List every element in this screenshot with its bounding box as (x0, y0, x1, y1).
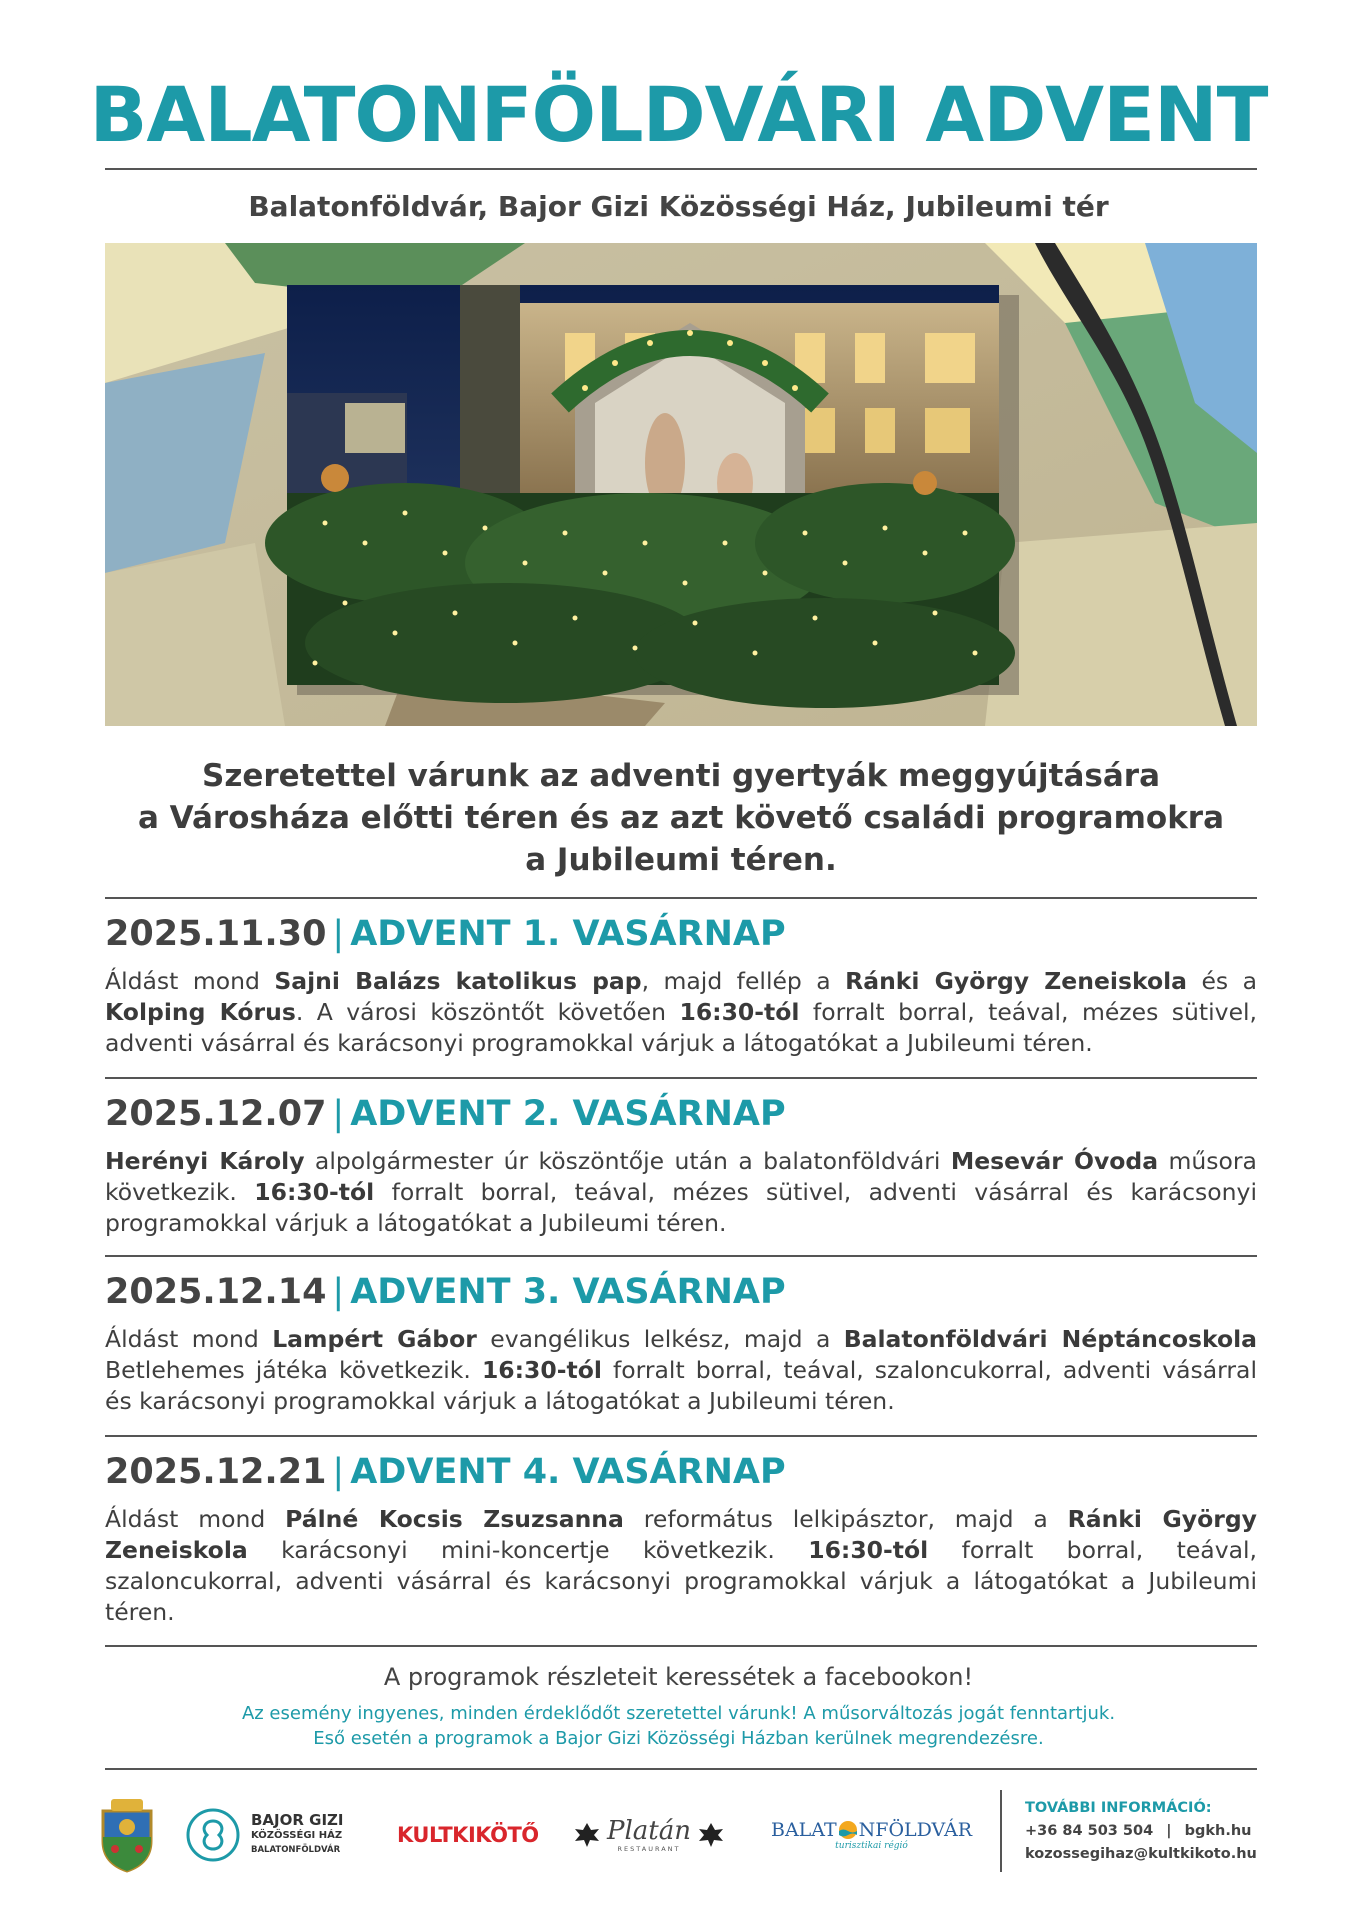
contact-info (1025, 1797, 1257, 1866)
body-text: műsora következik. (105, 1147, 1257, 1206)
body-text: Betlehemes játéka következik. (105, 1356, 482, 1384)
balatonfoldvar-tourism-logo (771, 1790, 981, 1880)
highlighted-text: Ránki György Zeneiskola (105, 1505, 1257, 1564)
divider (105, 1077, 1257, 1079)
body-text: forralt borral, teával, szaloncukorral, adventi vásárral és karácsonyi programokkal várjuk a látogatókat a Jubileumi téren. (105, 1356, 1257, 1415)
body-text: evangélikus lelkész, majd a (476, 1325, 844, 1353)
facebook-note: A programok részleteit keressétek a facebookon! (383, 1663, 974, 1691)
event-heading (105, 912, 1257, 956)
body-text: forralt borral, teával, mézes sütivel, adventi vásárral és karácsonyi programokkal várjuk a látogatókat a Jubileumi téren. (105, 1178, 1257, 1237)
heading-separator: | (332, 1272, 345, 1312)
event-description (105, 966, 1257, 1059)
heading-separator: | (332, 1452, 345, 1492)
leaf-icon (573, 1821, 601, 1849)
highlighted-text: Pálné Kocsis Zsuzsanna (285, 1505, 624, 1533)
bajor-gizi-town: BALATONFÖLDVÁR (251, 1844, 341, 1855)
divider (105, 1435, 1257, 1437)
contact-email[interactable]: kozossegihaz@kultkikoto.hu (1025, 1846, 1257, 1862)
kultkikoto-wordmark: KULTKIKÖTŐ (397, 1823, 539, 1847)
highlighted-text: Kolping Kórus (105, 998, 296, 1026)
highlighted-text: Herényi Károly (105, 1147, 305, 1175)
free-event-note: Az esemény ingyenes, minden érdeklődőt szeretettel várunk! A műsorváltozás jogát fenntartjuk. (241, 1703, 1116, 1724)
coat-of-arms-icon (95, 1797, 159, 1873)
body-text: , majd fellép a (641, 967, 846, 995)
body-text: Áldást mond (105, 967, 275, 995)
highlighted-text: 16:30-tól (808, 1536, 929, 1564)
page-title: BALATONFÖLDVÁRI ADVENT (89, 70, 1268, 159)
body-text: forralt borral, teával, szaloncukorral, adventi vásárral és karácsonyi programokkal várjuk a látogatókat a Jubileumi téren. (105, 1536, 1257, 1626)
coat-of-arms-logo (95, 1790, 165, 1880)
bajor-gizi-name: BAJOR GIZI (251, 1810, 344, 1829)
platan-subtitle: RESTAURANT (617, 1845, 681, 1853)
body-text: Áldást mond (105, 1325, 273, 1353)
body-text: református lelkipásztor, majd a (623, 1505, 1068, 1533)
invitation-text (105, 755, 1257, 881)
event-heading (105, 1092, 1257, 1136)
platan-wordmark: Platán (607, 1816, 692, 1846)
event-advent-3 (105, 1270, 1257, 1417)
divider (105, 1768, 1257, 1770)
event-name: ADVENT 1. VASÁRNAP (350, 914, 786, 954)
contact-divider (1000, 1790, 1002, 1872)
leaf-icon (697, 1821, 725, 1849)
event-date: 2025.12.21 (105, 1452, 327, 1492)
bajor-gizi-icon (185, 1807, 241, 1863)
event-heading (105, 1270, 1257, 1314)
kultkikoto-logo (397, 1790, 557, 1880)
bajor-gizi-logo (185, 1790, 365, 1880)
bajor-gizi-type: KÖZÖSSÉGI HÁZ (251, 1829, 343, 1841)
contact-phone[interactable]: +36 84 503 504 (1025, 1823, 1154, 1839)
event-advent-4 (105, 1450, 1257, 1628)
event-description (105, 1146, 1257, 1239)
platan-logo (573, 1790, 743, 1880)
event-date: 2025.12.14 (105, 1272, 327, 1312)
event-date: 2025.12.07 (105, 1094, 327, 1134)
nativity-photo (105, 243, 1257, 726)
rain-note: Eső esetén a programok a Bajor Gizi Közösségi Házban kerülnek megrendezésre. (313, 1728, 1044, 1749)
balaton-subtitle: turisztikai régió (835, 1841, 908, 1851)
highlighted-text: 16:30-tól (679, 998, 800, 1026)
venue-subtitle: Balatonföldvár, Bajor Gizi Közösségi Ház, Jubileumi tér (248, 190, 1109, 223)
event-name: ADVENT 4. VASÁRNAP (350, 1452, 786, 1492)
heading-separator: | (332, 1094, 345, 1134)
sun-wave-icon (837, 1819, 859, 1841)
highlighted-text: Balatonföldvári Néptáncoskola (843, 1325, 1258, 1353)
highlighted-text: 16:30-tól (481, 1356, 602, 1384)
intro-line: a Jubileumi téren. (525, 842, 837, 878)
contact-label: TOVÁBBI INFORMÁCIÓ: (1025, 1800, 1212, 1816)
body-text: és a (1187, 967, 1258, 995)
balaton-wordmark-end: NFÖLDVÁR (858, 1819, 973, 1841)
highlighted-text: Sajni Balázs katolikus pap (274, 967, 642, 995)
highlighted-text: Ránki György Zeneiskola (845, 967, 1188, 995)
event-description (105, 1504, 1257, 1628)
event-advent-2 (105, 1092, 1257, 1239)
divider (105, 897, 1257, 899)
event-heading (105, 1450, 1257, 1494)
event-description (105, 1324, 1257, 1417)
contact-separator: | (1166, 1823, 1172, 1839)
divider (105, 1255, 1257, 1257)
body-text: forralt borral, teával, mézes sütivel, adventi vásárral és karácsonyi programokkal várjuk a látogatókat a Jubileumi téren. (105, 998, 1258, 1057)
event-name: ADVENT 3. VASÁRNAP (350, 1272, 786, 1312)
balaton-wordmark-start: BALAT (771, 1819, 837, 1841)
intro-line: Szeretettel várunk az adventi gyertyák meggyújtására (202, 758, 1160, 794)
event-date: 2025.11.30 (105, 914, 327, 954)
body-text: alpolgármester úr köszöntője után a balatonföldvári (304, 1147, 951, 1175)
body-text: karácsonyi mini-koncertje következik. (247, 1536, 809, 1564)
event-advent-1 (105, 912, 1257, 1059)
intro-line: a Városháza előtti téren és az azt követő családi programokra (137, 800, 1225, 836)
body-text: Áldást mond (105, 1505, 286, 1533)
highlighted-text: Lampért Gábor (272, 1325, 477, 1353)
event-name: ADVENT 2. VASÁRNAP (350, 1094, 786, 1134)
highlighted-text: 16:30-tól (254, 1178, 375, 1206)
body-text: . A városi köszöntőt követően (295, 998, 680, 1026)
heading-separator: | (332, 914, 345, 954)
photo-collage (105, 243, 1257, 726)
divider (105, 1645, 1257, 1647)
contact-website[interactable]: bgkh.hu (1184, 1823, 1252, 1839)
divider (105, 168, 1257, 170)
highlighted-text: Mesevár Óvoda (950, 1147, 1159, 1175)
